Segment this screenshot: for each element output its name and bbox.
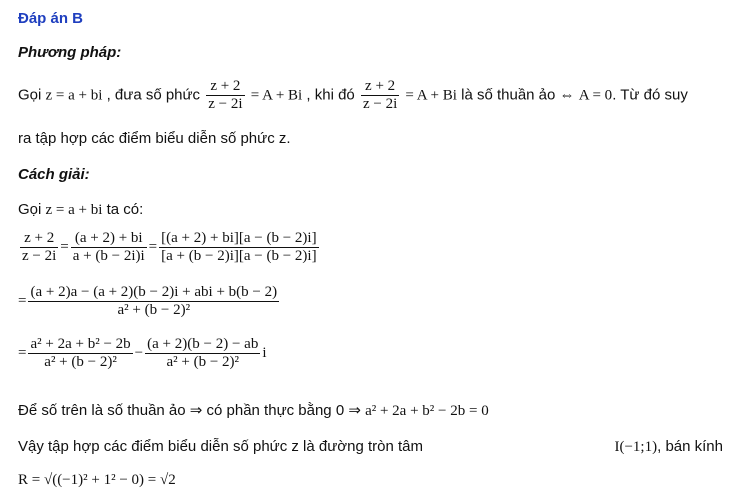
numerator: (a + 2) + bi	[71, 230, 147, 248]
numerator: a² + 2a + b² − 2b	[30, 336, 131, 352]
fraction	[361, 78, 399, 113]
text: Vậy tập hợp các điểm biểu diễn số phức z là đường tròn tâm	[18, 438, 423, 455]
fraction	[206, 78, 244, 113]
text: . Từ đó suy	[612, 86, 688, 104]
equation-line-3: = $\frac{\text{a² + 2a + b² − 2b}}{\text{a² + (b − 2)²}}$ − $\frac{(a + 2)(b - 2) - ab}{\text{a² + (b − 2)²}}$ i	[18, 336, 267, 370]
text: , khi đó	[306, 86, 355, 104]
math: = A + Bi	[405, 87, 457, 104]
method-line2: ra tập hợp các điểm biểu diễn số phức z.	[18, 130, 291, 147]
denominator: z − 2i	[208, 96, 243, 112]
numerator: z + 2	[206, 78, 244, 96]
denominator: z − 2i	[362, 96, 398, 112]
radius-line: R = √((−1)² + 1² − 0) = √2	[18, 472, 176, 488]
math: a² + 2a + b² − 2b = 0	[365, 403, 489, 419]
fraction	[145, 336, 260, 371]
method-paragraph	[18, 78, 688, 113]
math-center: I(−1;1)	[614, 439, 658, 455]
text: Gọi	[18, 201, 42, 218]
method-heading: Phương pháp:	[18, 44, 122, 61]
numerator: z + 2	[361, 78, 399, 96]
text: , bán kính	[657, 438, 723, 455]
denominator: a² + (b − 2)²	[117, 302, 191, 318]
conclusion-line	[18, 438, 723, 456]
fraction	[28, 336, 132, 371]
fraction	[71, 230, 147, 265]
math-z-def: z = a + bi	[45, 87, 103, 104]
solution-heading: Cách giải:	[18, 166, 90, 183]
numerator: [(a + 2) + bi][a − (b − 2)i]	[161, 230, 317, 246]
math: z = a + bi	[45, 202, 103, 218]
text: là số thuần ảo ⇔	[461, 86, 575, 104]
math: A = 0	[578, 87, 613, 104]
denominator: a² + (b − 2)²	[166, 354, 240, 370]
numerator: (a + 2)(b − 2) − ab	[147, 336, 259, 352]
fraction	[28, 284, 279, 319]
text: , đưa số phức	[106, 86, 201, 104]
condition-line	[18, 401, 489, 420]
math: = A + Bi	[250, 87, 303, 104]
denominator: a² + (b − 2)²	[44, 354, 117, 370]
imag-unit: i	[262, 344, 267, 361]
text: ta có:	[106, 201, 144, 218]
text: Để số trên là số thuần ảo ⇒ có phần thực bằng 0 ⇒	[18, 402, 361, 419]
denominator: [a + (b − 2)i][a − (b − 2)i]	[161, 248, 317, 264]
solution-intro	[18, 201, 143, 219]
equation-line-2: = $\frac{\text{(a + 2)a − (a + 2)(b − 2)i + abi + b(b − 2)}}{\text{a² + (b − 2)²}}$	[18, 284, 278, 318]
denominator: z − 2i	[22, 248, 57, 264]
numerator: (a + 2)a − (a + 2)(b − 2)i + abi + b(b − 2)	[30, 284, 278, 300]
fraction	[159, 230, 318, 265]
text: Gọi	[18, 86, 42, 104]
fraction	[20, 230, 58, 265]
equation-line-1: $\frac{z + 2}{z - 2i}$ = $\frac{(a + 2) + bi}{a + (b - 2i)i}$ = $\frac{[(a + 2) + bi][a - (b - 2)i]}{[a + (b - 2)i][a - (b - 2)i]}$	[22, 230, 317, 264]
denominator: a + (b − 2i)i	[72, 248, 145, 264]
numerator: z + 2	[20, 230, 58, 248]
answer-label: Đáp án B	[18, 10, 84, 27]
